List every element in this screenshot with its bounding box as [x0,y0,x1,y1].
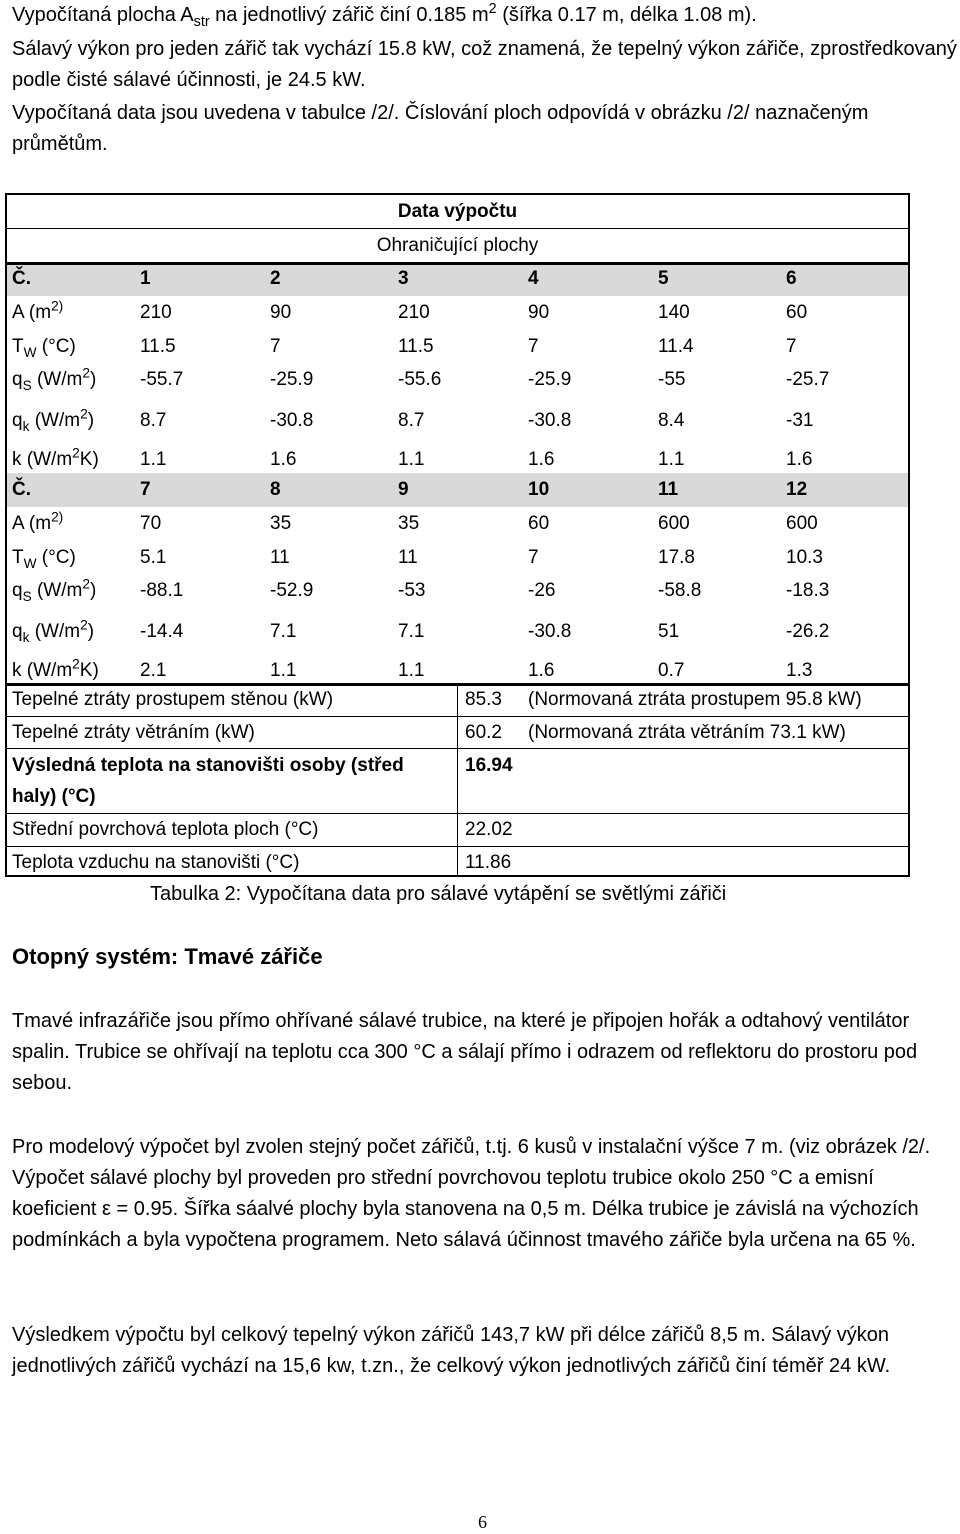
table-cell: 11.5 [140,336,176,357]
table-cell: 7 [528,547,539,568]
table-cell: 1.6 [786,449,813,470]
table-cell: 7.1 [270,621,297,642]
row-label-unit: (W/m [29,410,81,431]
row-label-superscript: 2) [51,509,64,525]
table-cell: 600 [786,513,818,534]
row-label-unit: ) [89,369,97,390]
summary-note: (Normovaná ztráta větráním 73.1 kW) [528,722,846,743]
summary-label: Tepelné ztráty prostupem stěnou (kW) [12,689,334,710]
table-cell: 1.3 [786,660,813,681]
summary-label: Střední povrchová teplota ploch (°C) [12,819,319,840]
column-header: 10 [528,479,550,500]
row-label [12,365,97,393]
table-cell: 17.8 [658,547,695,568]
column-header: 5 [658,268,669,289]
row-label-text: k (W/m [12,449,73,470]
row-label-superscript: 2 [72,656,80,672]
table-cell: 0.7 [658,660,685,681]
table-cell: -26.2 [786,621,830,642]
row-label-subscript: S [22,377,32,393]
table-cell: -30.8 [270,410,314,431]
row-label-unit: ) [87,621,95,642]
intro-subscript: str [193,14,210,31]
table-cell: 11 [398,547,418,568]
table-cell: -18.3 [786,580,830,601]
table-cell: 8.7 [398,410,425,431]
summary-label: haly) (°C) [12,786,96,807]
table-cell: 1.1 [398,660,425,681]
table-title: Data výpočtu [397,201,518,222]
row-label [12,656,99,683]
table-cell: -31 [786,410,814,431]
table-cell: -25.9 [270,369,314,390]
row-label-text: A (m [12,302,52,323]
row-label [12,617,95,645]
table-cell: 2.1 [140,660,167,681]
summary-value: 16.94 [465,755,513,776]
header-label: Č. [12,479,31,500]
intro-text: Vypočítaná plocha A [12,4,194,26]
table-cell: -30.8 [528,410,572,431]
section-heading: Otopný systém: Tmavé zářiče [12,944,323,969]
intro-paragraph-2: Sálavý výkon pro jeden zářič tak vychází 15.8 kW, což znamená, že tepelný výkon zářiče, zprostředkovaný podle čisté sálavé účinnosti, je 24.5 kW. [12,38,957,91]
table-divider [457,683,458,877]
summary-value: 85.3 [465,689,502,710]
row-label-superscript: 2 [82,365,90,381]
row-label-unit: (W/m [29,621,81,642]
row-label-text: T [12,547,24,568]
table-cell: 90 [270,302,292,323]
table-cell: 210 [140,302,172,323]
summary-value: 60.2 [465,722,502,743]
row-label-unit: (W/m [31,369,83,390]
table-cell: 1.1 [658,449,685,470]
column-header: 1 [140,268,151,289]
table-cell: 10.3 [786,547,823,568]
table-cell: 1.6 [270,449,297,470]
row-label-subscript: W [23,555,37,571]
summary-value: 11.86 [465,852,512,873]
table-cell: 1.1 [140,449,167,470]
table-cell: 35 [398,513,420,534]
row-label-unit: ) [89,580,97,601]
column-header: 11 [658,479,679,500]
row-label-text: q [12,580,23,601]
paragraph-dark-heaters: Tmavé infrazářiče jsou přímo ohřívané sálavé trubice, na které je připojen hořák a odtahový ventilátor spalin. Trubice se ohřívají na teplotu cca 300 °C a sálají přímo i odrazem od reflektoru do prostoru pod sebou. [12,1010,918,1094]
table-cell: 60 [528,513,550,534]
table-cell: -55 [658,369,686,390]
table-cell: -25.9 [528,369,572,390]
table-cell: 7 [270,336,281,357]
row-label-text: T [12,336,24,357]
column-header: 8 [270,479,281,500]
summary-label: Tepelné ztráty větráním (kW) [12,722,255,743]
table-cell: 7 [528,336,539,357]
row-label [12,509,64,536]
row-label-unit: (°C) [36,336,76,357]
row-label [12,298,64,325]
row-label-subscript: k [22,418,30,434]
row-label-superscript: 2) [51,298,64,314]
table-cell: 600 [658,513,690,534]
table-cell: 5.1 [140,547,167,568]
row-label-superscript: 2 [82,576,90,592]
column-header: 2 [270,268,281,289]
column-header: 6 [786,268,797,289]
intro-paragraph-3: Vypočítaná data jsou uvedena v tabulce /2/. Číslování ploch odpovídá v obrázku /2/ naznačeným průmětům. [12,102,869,155]
table-cell: 1.1 [270,660,297,681]
table-cell: 8.7 [140,410,167,431]
table-cell: 7.1 [398,621,425,642]
table-cell: -30.8 [528,621,572,642]
column-header: 4 [528,268,539,289]
table-cell: 90 [528,302,550,323]
table-cell: 1.6 [528,449,555,470]
table-cell: -58.8 [658,580,702,601]
column-header: 3 [398,268,409,289]
table-cell: 1.6 [528,660,555,681]
row-label-superscript: 2 [80,617,88,633]
table-cell: -14.4 [140,621,184,642]
row-label [12,445,99,472]
row-label [12,546,76,570]
table-cell: 11.4 [658,336,694,357]
table-cell: 11 [270,547,290,568]
table-cell: -55.7 [140,369,184,390]
summary-label: Výsledná teplota na stanovišti osoby (střed [12,755,404,776]
row-label-subscript: W [23,344,37,360]
row-label-text: q [12,410,23,431]
table-divider [5,262,910,265]
row-label-text: q [12,369,23,390]
row-label-unit: K) [79,449,99,470]
table-divider [5,228,910,229]
table-caption: Tabulka 2: Vypočítana data pro sálavé vytápění se světlými zářiči [150,883,727,905]
intro-text: (šířka 0.17 m, délka 1.08 m). [496,4,757,26]
table-cell: 8.4 [658,410,685,431]
table-cell: 51 [658,621,680,642]
row-label-unit: (°C) [36,547,76,568]
page-number: 6 [478,1512,487,1532]
row-label [12,335,76,359]
row-label [12,406,95,434]
column-header: 9 [398,479,409,500]
table-cell: 7 [786,336,797,357]
row-label-unit: (W/m [31,580,83,601]
summary-note: (Normovaná ztráta prostupem 95.8 kW) [528,689,862,710]
table-cell: -55.6 [398,369,442,390]
table-cell: 70 [140,513,162,534]
table-subtitle: Ohraničující plochy [376,235,539,256]
row-label-text: k (W/m [12,660,73,681]
column-header: 12 [786,479,808,500]
table-cell: -52.9 [270,580,314,601]
table-cell: 11.5 [398,336,434,357]
table-cell: 140 [658,302,690,323]
row-label [12,576,97,604]
table-cell: -88.1 [140,580,184,601]
row-label-subscript: S [22,588,32,604]
row-label-text: q [12,621,23,642]
intro-line-area [12,0,958,31]
table-cell: 1.1 [398,449,425,470]
table-cell: -25.7 [786,369,830,390]
intro-text: na jednotlivý zářič činí 0.185 m [209,4,489,26]
intro-superscript: 2 [488,1,497,18]
column-header: 7 [140,479,151,500]
row-label-unit: K) [79,660,99,681]
row-label-text: A (m [12,513,52,534]
table-cell: 35 [270,513,292,534]
row-label-superscript: 2 [80,406,88,422]
row-label-unit: ) [87,410,95,431]
header-label: Č. [12,268,31,289]
summary-label: Teplota vzduchu na stanovišti (°C) [12,852,300,873]
table-cell: -26 [528,580,556,601]
table-cell: 210 [398,302,430,323]
row-label-subscript: k [22,629,30,645]
row-label-superscript: 2 [72,445,80,461]
paragraph-result: Výsledkem výpočtu byl celkový tepelný výkon zářičů 143,7 kW při délce zářičů 8,5 m. Sálavý výkon jednotlivých zářičů vychází na 15,6 kw, t.zn., že celkový výkon jednotlivých zářičů činí téměř 24 kW. [12,1324,891,1377]
table-cell: 60 [786,302,808,323]
summary-value: 22.02 [465,819,513,840]
paragraph-model-calculation: Pro modelový výpočet byl zvolen stejný počet zářičů, t.tj. 6 kusů v instalační výšce 7 m. (viz obrázek /2/. Výpočet sálavé plochy byl proveden pro střední povrchovou teplotu trubice okolo 250 °C a emisní koeficient ε = 0.95. Šířka sáalvé plochy byla stanovena na 0,5 m. Délka trubice je závislá na výchozích podmínkách a byla vypočtena programem. Neto sálavá účinnost tmavého zářiče byla určena na 65 %. [12,1136,931,1251]
table-cell: -53 [398,580,426,601]
